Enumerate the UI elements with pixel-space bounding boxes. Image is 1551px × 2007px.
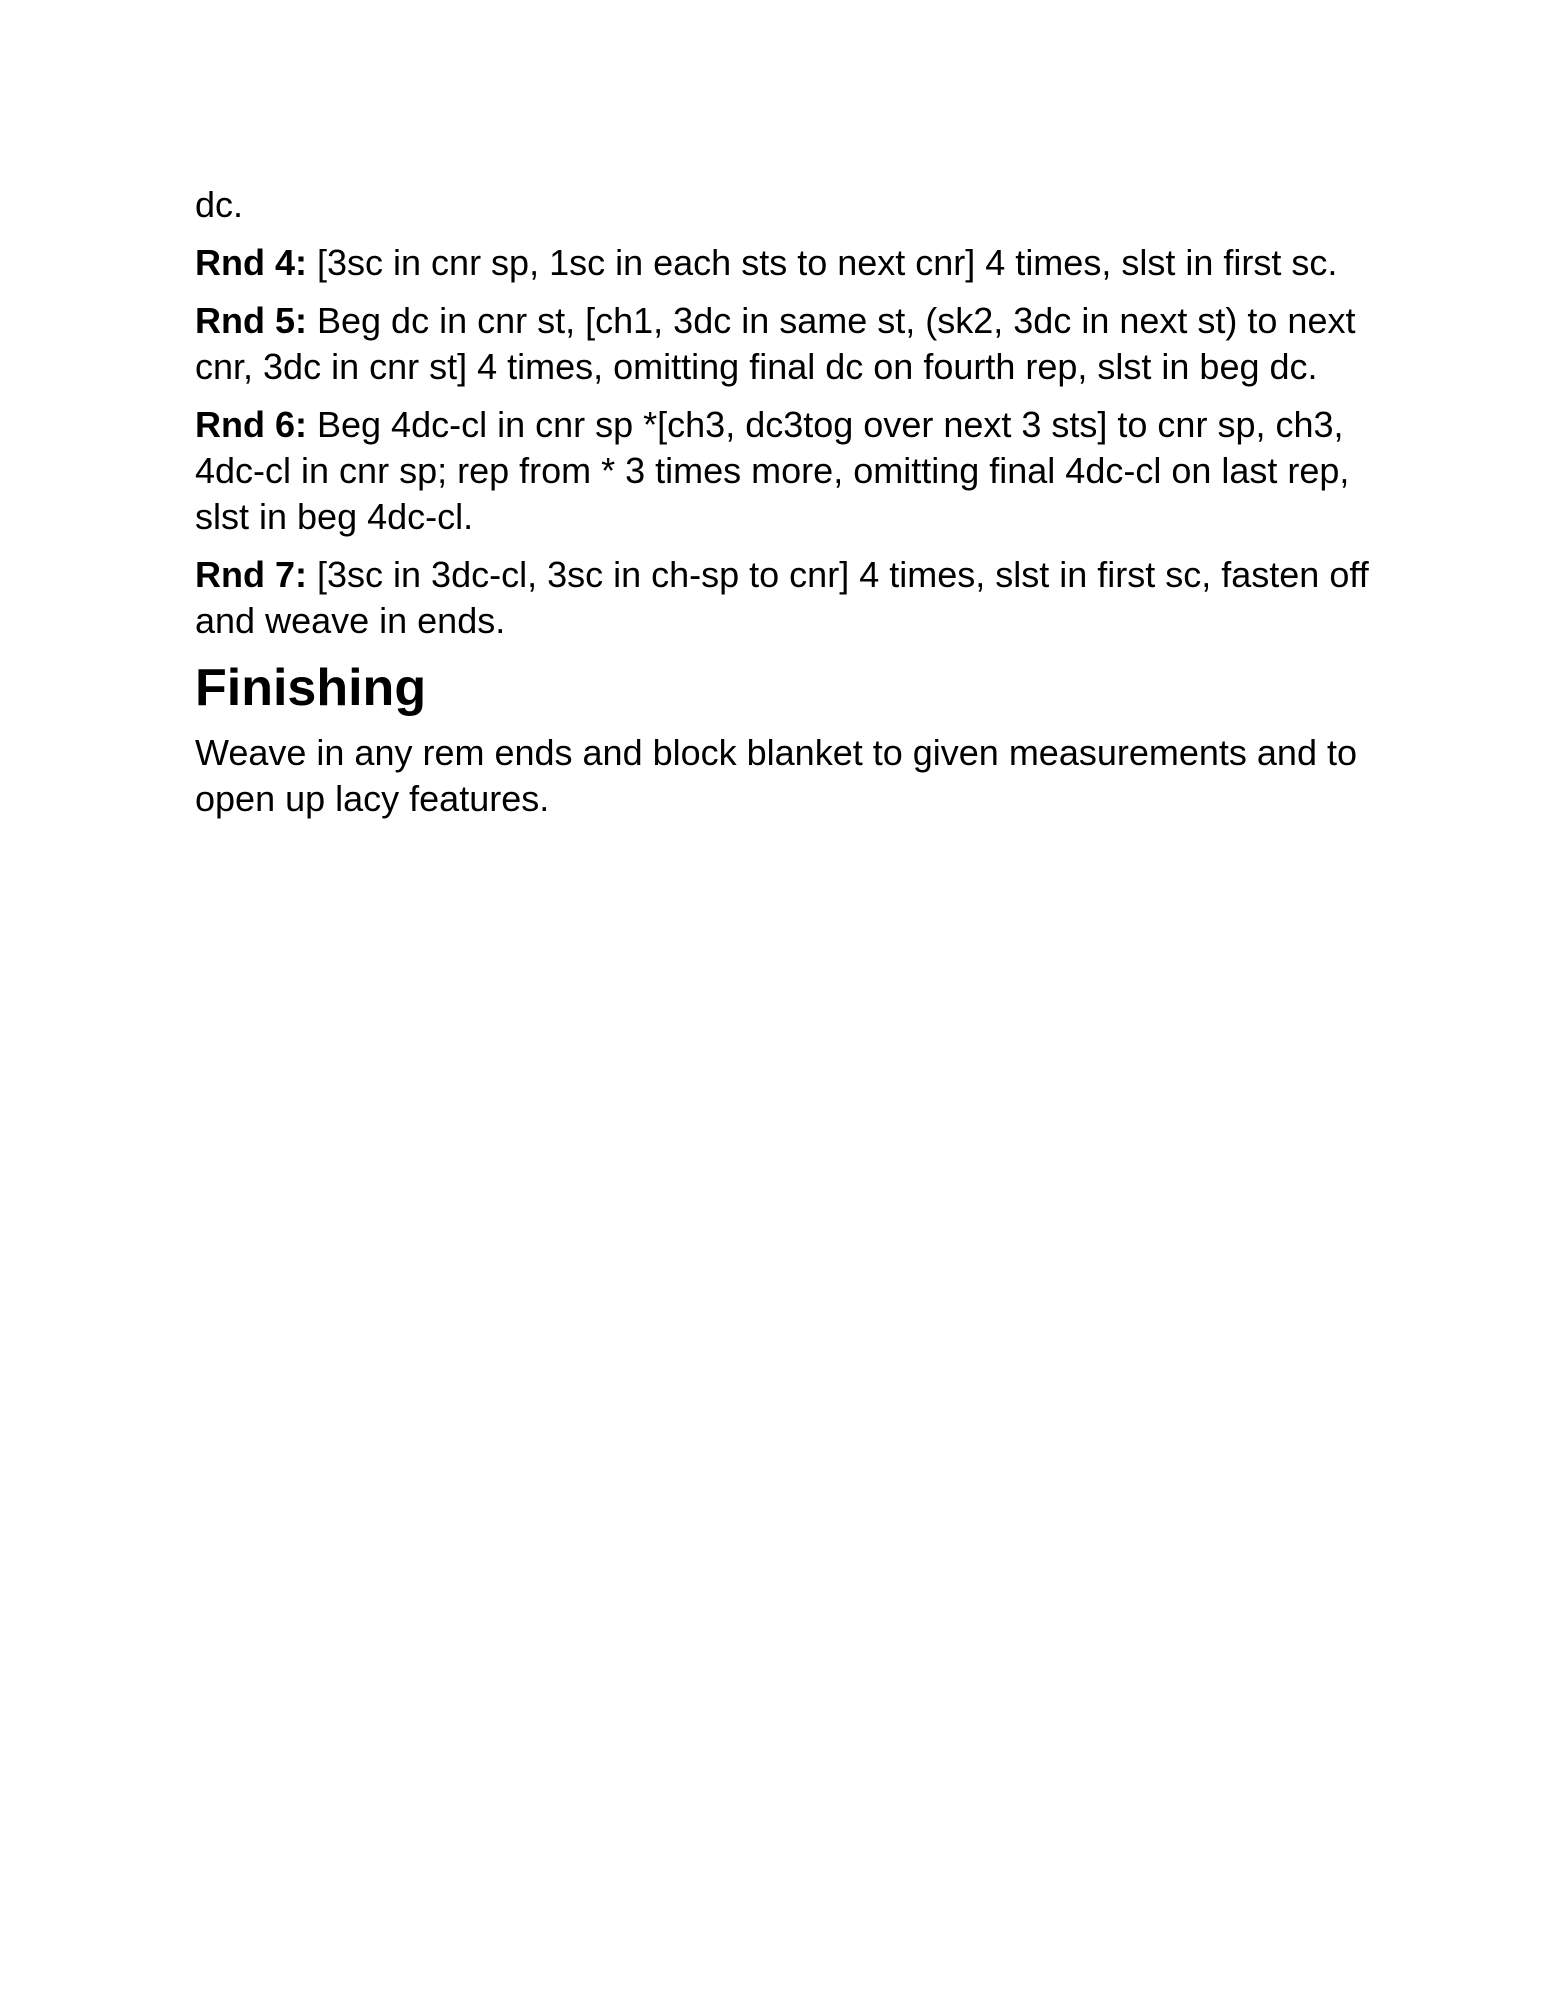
finishing-heading: Finishing [195,659,427,717]
round-label: Rnd 6: [195,404,307,445]
round-label: Rnd 7: [195,554,307,595]
round-6 [195,402,1375,540]
continuation-text: dc. [195,184,244,225]
round-instructions: Beg 4dc-cl in cnr sp *[ch3, dc3tog over next 3 sts] to cnr sp, ch3, 4dc-cl in cnr sp; rep from * 3 times more, omitting final 4dc-cl on last rep, slst in beg 4dc-cl. [195,404,1350,537]
finishing-text: Weave in any rem ends and block blanket to given measurements and to open up lacy features. [195,732,1358,819]
round-7 [195,552,1375,644]
round-label: Rnd 5: [195,300,307,341]
round-instructions: [3sc in 3dc-cl, 3sc in ch-sp to cnr] 4 times, slst in first sc, fasten off and weave in ends. [195,554,1369,641]
round-label: Rnd 4: [195,242,307,283]
document-page [195,182,1375,834]
round-instructions: [3sc in cnr sp, 1sc in each sts to next cnr] 4 times, slst in first sc. [307,242,1338,283]
round-5 [195,298,1375,390]
round-instructions: Beg dc in cnr st, [ch1, 3dc in same st, (sk2, 3dc in next st) to next cnr, 3dc in cnr st] 4 times, omitting final dc on fourth rep, slst in beg dc. [195,300,1356,387]
round-4 [195,240,1375,286]
